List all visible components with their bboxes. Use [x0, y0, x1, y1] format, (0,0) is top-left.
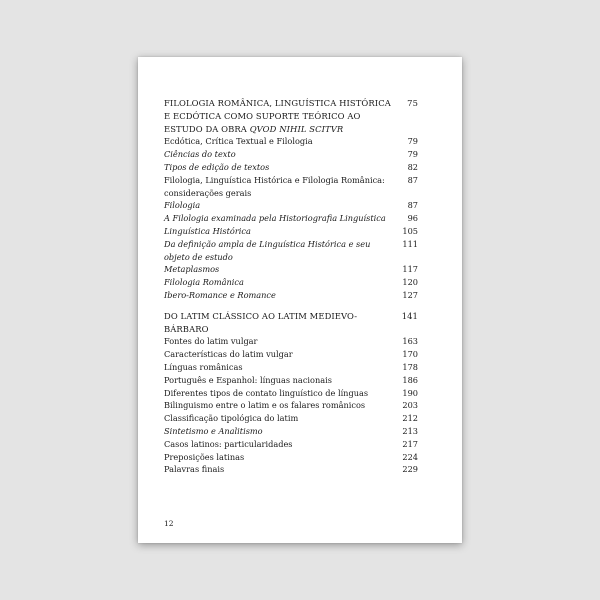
- toc-entry: [164, 335, 418, 348]
- toc-entry-page: 212: [402, 413, 418, 424]
- toc-entry-title: Linguística Histórica: [164, 225, 251, 236]
- toc-entry: [164, 276, 418, 289]
- toc-entry-page: 217: [402, 438, 418, 449]
- toc-entry: [164, 425, 418, 438]
- toc-entry-title: A Filologia examinada pela Historiografia Linguística: [164, 213, 386, 224]
- toc-entry-page: 163: [402, 336, 418, 347]
- toc-entry: [164, 199, 418, 212]
- toc-entry: [164, 212, 418, 225]
- toc-entry-page: 120: [402, 277, 418, 288]
- toc-entry-title: Filologia, Linguística Histórica e Filologia Românica: considerações gerais: [164, 174, 385, 198]
- toc-entry-page: 96: [407, 213, 418, 224]
- toc-entry: [164, 399, 418, 412]
- toc-entry-title: Classificação tipológica do latim: [164, 413, 299, 424]
- toc-entry-page: 186: [402, 374, 418, 385]
- toc-entry: [164, 348, 418, 361]
- toc-entry-title: Da definição ampla de Linguística Histórica e seu objeto de estudo: [164, 238, 371, 262]
- section-gap: [164, 302, 418, 310]
- toc-entry-title: Palavras finais: [164, 464, 225, 475]
- toc-entry-title: Características do latim vulgar: [164, 349, 293, 360]
- toc-entry-title: DO LATIM CLÁSSICO AO LATIM MEDIEVO-BÁRBARO: [164, 310, 358, 334]
- toc-chapter-heading: [164, 97, 418, 135]
- toc-entry: [164, 148, 418, 161]
- toc-entry-page: 178: [402, 361, 418, 372]
- toc-entry: [164, 135, 418, 148]
- toc-entry: [164, 361, 418, 374]
- toc-entry-page: 127: [402, 289, 418, 300]
- toc-entry: [164, 374, 418, 387]
- toc-entry-title: Sintetismo e Analitismo: [164, 425, 263, 436]
- toc-entry-title: Filologia: [164, 200, 201, 211]
- toc-entry-page: 141: [401, 310, 418, 321]
- toc-entry-title: Ibero-Romance e Romance: [164, 289, 276, 300]
- toc-entry-title: Ciências do texto: [164, 149, 236, 160]
- toc-entry: [164, 225, 418, 238]
- toc-entry-page: 117: [402, 264, 418, 275]
- toc-entry-page: 224: [402, 451, 418, 462]
- toc-entry-title: Português e Espanhol: línguas nacionais: [164, 374, 332, 385]
- toc-entry-page: 82: [407, 161, 418, 172]
- toc-entry-page: 79: [407, 136, 418, 147]
- toc-entry-title: Metaplasmos: [164, 264, 220, 275]
- toc-entry-title: Casos latinos: particularidades: [164, 438, 293, 449]
- toc-entry-title: Filologia Românica: [164, 277, 244, 288]
- toc-entry-page: 87: [407, 200, 418, 211]
- toc-entry-page: 111: [402, 238, 418, 249]
- toc-entry: [164, 412, 418, 425]
- toc-entry: [164, 451, 418, 464]
- toc-entry-title: Diferentes tipos de contato linguístico de línguas: [164, 387, 369, 398]
- toc-entry-title: FILOLOGIA ROMÂNICA, LINGUÍSTICA HISTÓRICA E ECDÓTICA COMO SUPORTE TEÓRICO AO ESTUDO DA OBRA QVOD NIHIL SCITVR: [164, 98, 391, 134]
- page-number: 12: [164, 519, 174, 528]
- toc-entry-page: 87: [407, 174, 418, 185]
- toc-entry-title: Fontes do latim vulgar: [164, 336, 258, 347]
- toc-entry-page: 170: [402, 349, 418, 360]
- toc-entry: [164, 161, 418, 174]
- toc-entry: [164, 438, 418, 451]
- toc-entry-page: 79: [407, 149, 418, 160]
- toc-entry-page: 75: [407, 98, 418, 108]
- toc-entry: [164, 463, 418, 476]
- book-page: [138, 57, 462, 543]
- toc-entry-title: Ecdótica, Crítica Textual e Filologia: [164, 136, 313, 147]
- toc-entry: [164, 387, 418, 400]
- toc-chapter-heading: [164, 310, 418, 336]
- toc-entry-title: Bilinguismo entre o latim e os falares românicos: [164, 400, 366, 411]
- work-title-italic: QVOD NIHIL SCITVR: [249, 123, 344, 134]
- toc-entry-page: 213: [402, 425, 418, 436]
- toc-entry-title: Tipos de edição de textos: [164, 161, 270, 172]
- toc-entry-page: 105: [402, 225, 418, 236]
- toc-entry-title: Preposições latinas: [164, 451, 245, 462]
- toc-entry: [164, 289, 418, 302]
- toc-entry-page: 229: [402, 464, 418, 475]
- toc-entry-title: Línguas românicas: [164, 361, 243, 372]
- toc-entry: [164, 238, 418, 264]
- toc-entry: [164, 174, 418, 200]
- toc-entry-page: 190: [402, 387, 418, 398]
- toc-entry-page: 203: [402, 400, 418, 411]
- table-of-contents: [164, 97, 418, 476]
- toc-entry: [164, 263, 418, 276]
